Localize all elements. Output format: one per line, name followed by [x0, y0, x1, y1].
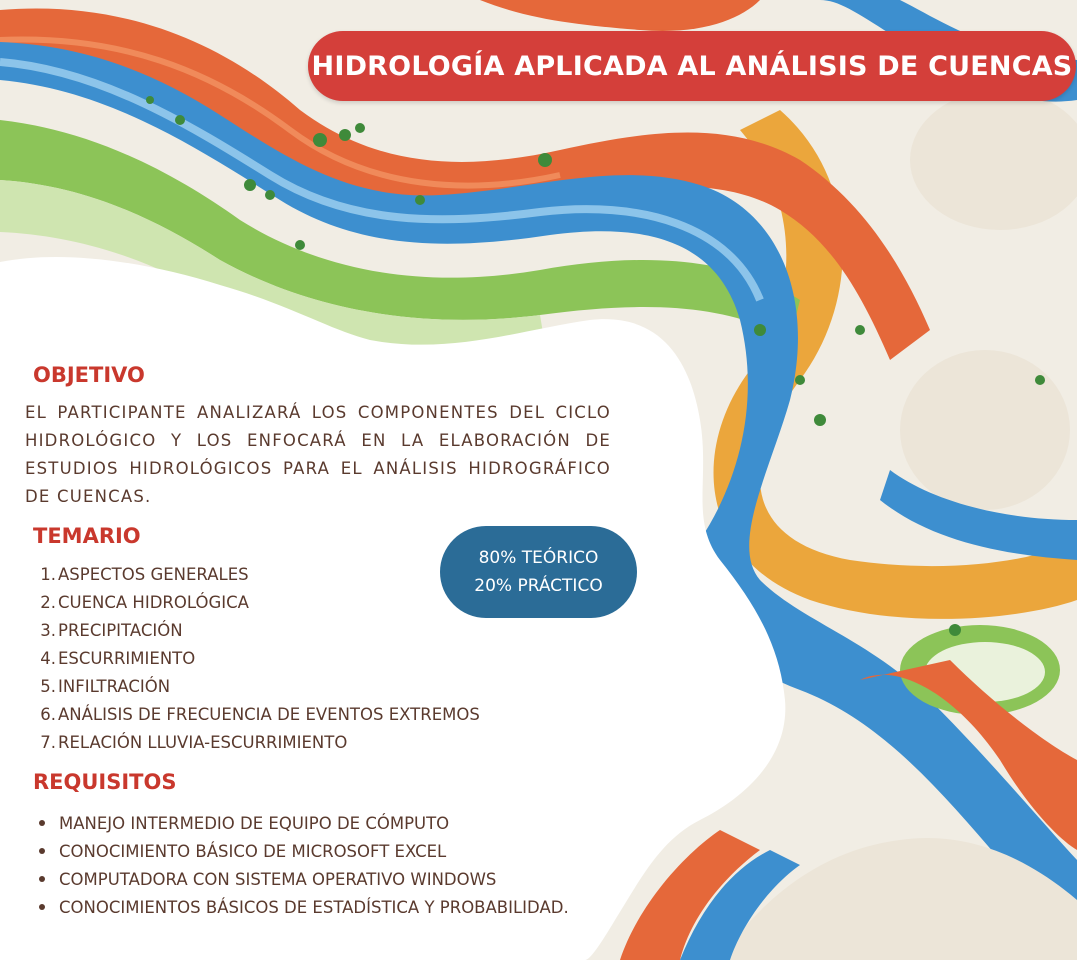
bullet-icon — [39, 904, 45, 910]
objective-text: EL PARTICIPANTE ANALIZARÁ LOS COMPONENTES DEL CICLO HIDROLÓGICO Y LOS ENFOCARÁ EN LA ELABORACIÓN DE ESTUDIOS HIDROLÓGICOS PARA EL ANÁLISIS HIDROGRÁFICO DE CUENCAS. — [25, 403, 611, 506]
list-item: 3. PRECIPITACIÓN — [40, 621, 183, 640]
bullet-icon — [39, 820, 45, 826]
list-item: 7. RELACIÓN LLUVIA-ESCURRIMIENTO — [40, 733, 348, 752]
syllabus-list — [24, 561, 480, 757]
requirements-list — [0, 810, 569, 922]
list-item: 1. ASPECTOS GENERALES — [40, 565, 249, 584]
list-item: COMPUTADORA CON SISTEMA OPERATIVO WINDOWS — [0, 866, 569, 894]
bullet-icon — [39, 876, 45, 882]
list-item: 2. CUENCA HIDROLÓGICA — [40, 593, 249, 612]
theory-practice-badge — [440, 526, 637, 618]
syllabus-heading: TEMARIO — [33, 524, 141, 548]
list-item: CONOCIMIENTO BÁSICO DE MICROSOFT EXCEL — [0, 838, 569, 866]
bullet-icon — [39, 848, 45, 854]
course-title: HIDROLOGÍA APLICADA AL ANÁLISIS DE CUENCAS — [308, 31, 1076, 101]
list-item: 4. ESCURRIMIENTO — [40, 649, 196, 668]
theory-percent: 80% TEÓRICO — [478, 548, 599, 568]
practice-percent: 20% PRÁCTICO — [474, 576, 603, 596]
list-item: MANEJO INTERMEDIO DE EQUIPO DE CÓMPUTO — [0, 810, 569, 838]
objective-heading: OBJETIVO — [33, 363, 145, 387]
list-item: CONOCIMIENTOS BÁSICOS DE ESTADÍSTICA Y PROBABILIDAD. — [0, 894, 569, 922]
list-item: 5. INFILTRACIÓN — [40, 677, 171, 696]
requirements-heading: REQUISITOS — [33, 770, 177, 794]
list-item: 6. ANÁLISIS DE FRECUENCIA DE EVENTOS EXTREMOS — [40, 705, 480, 724]
